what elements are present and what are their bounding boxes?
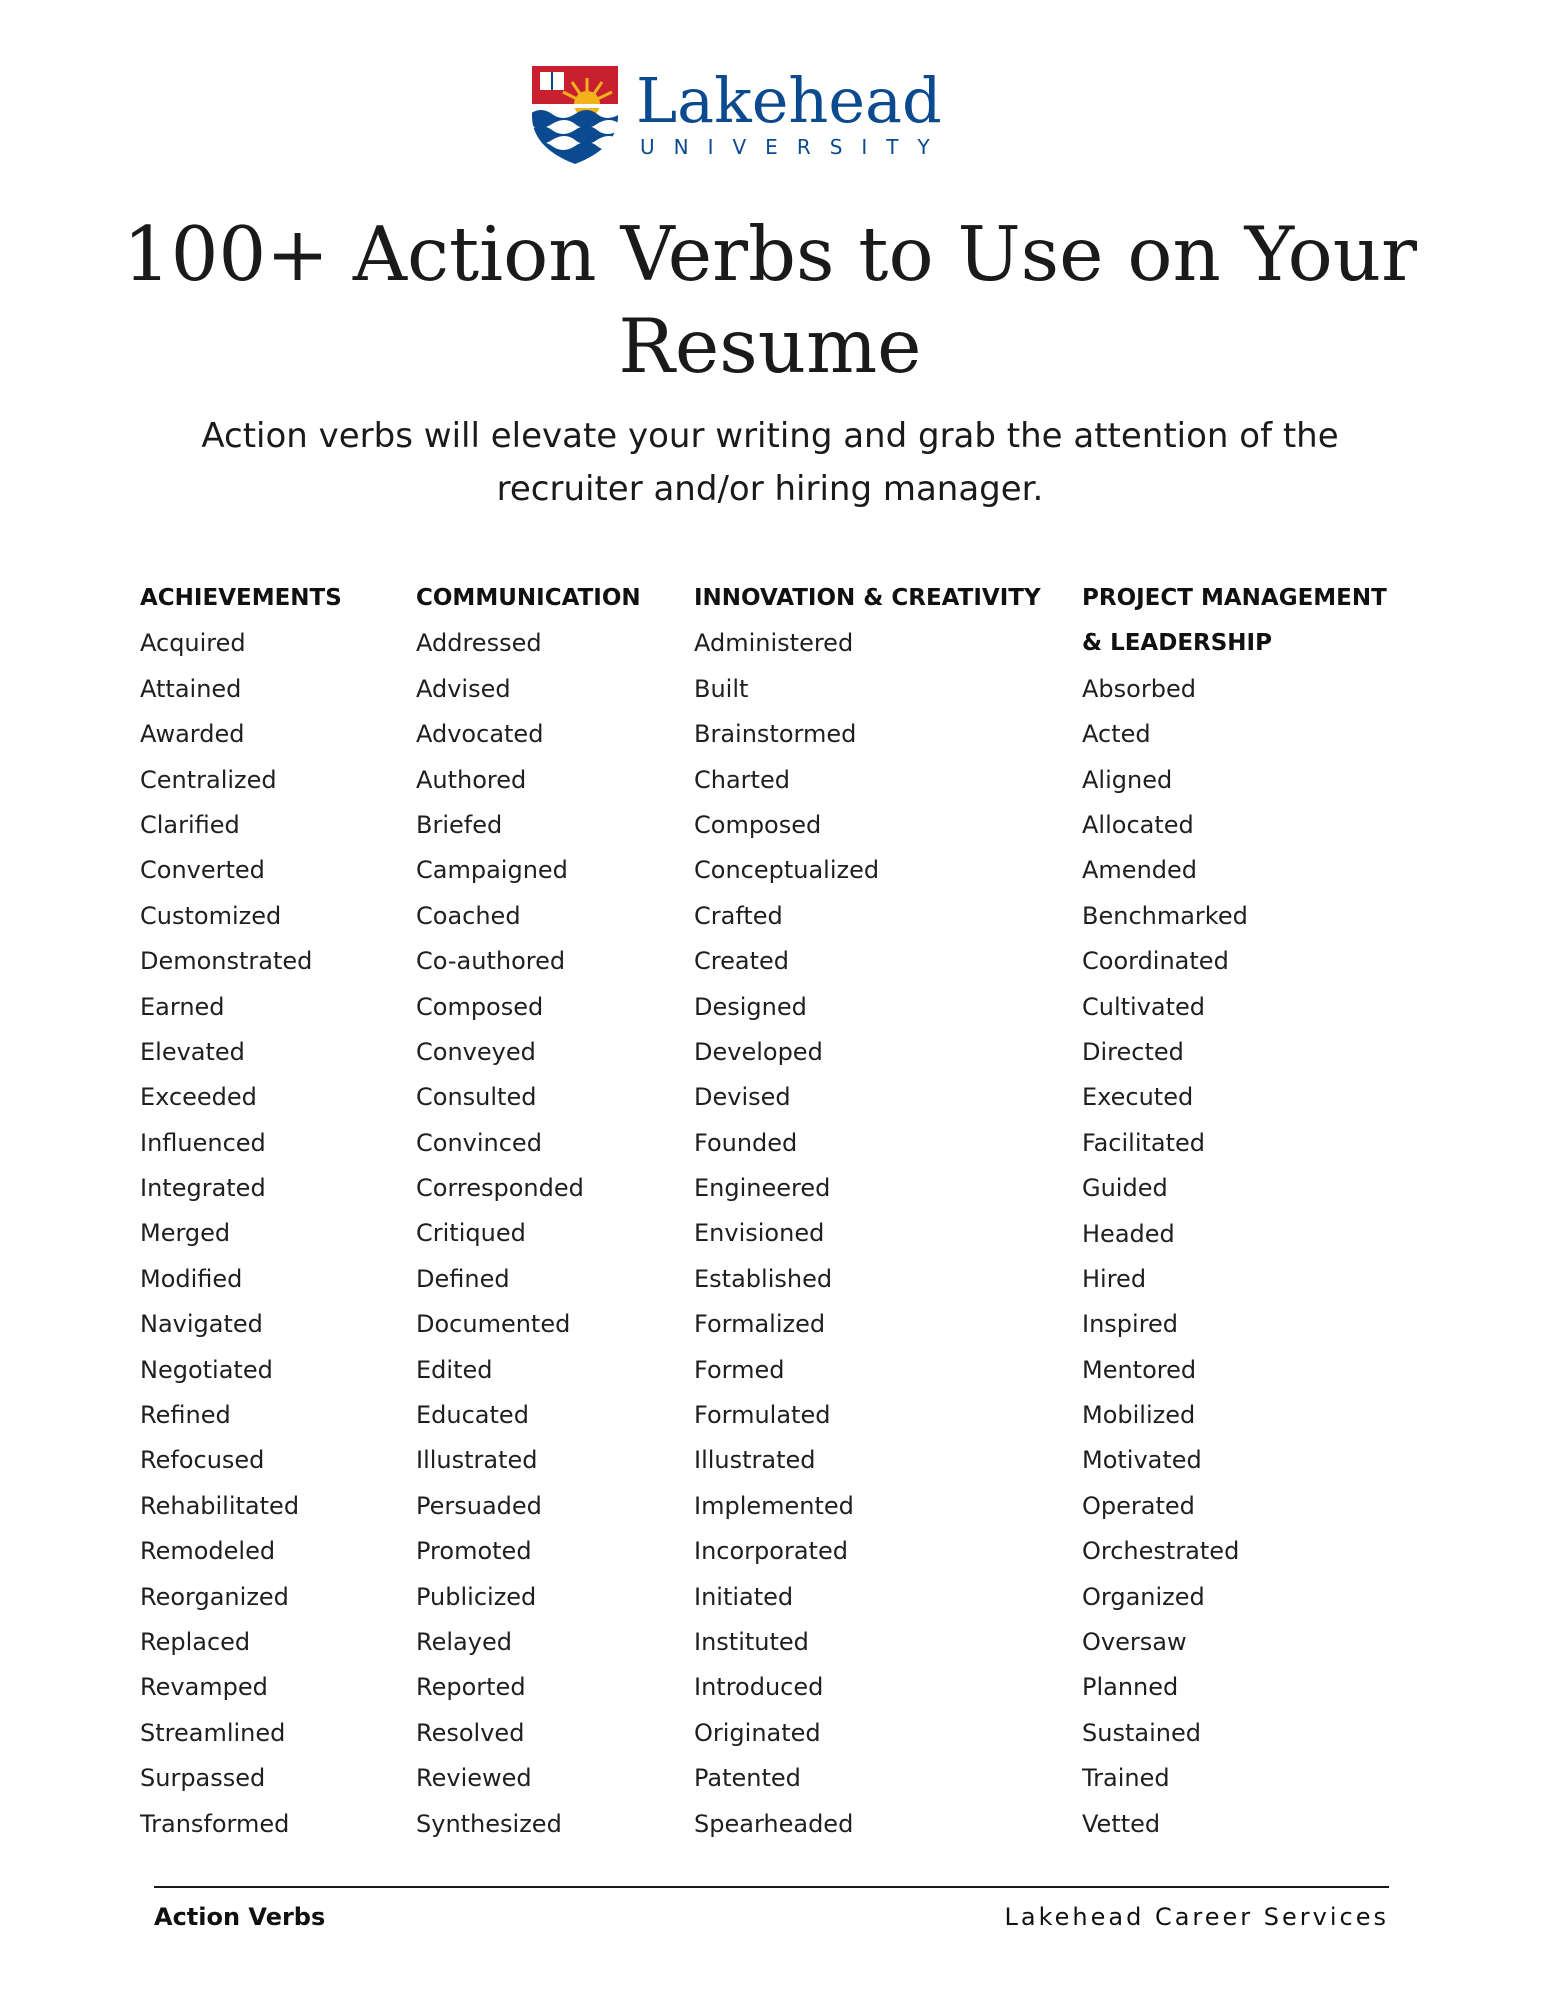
verb-item: Implemented (694, 1491, 854, 1520)
verb-item: Demonstrated (140, 947, 313, 976)
verb-item: Briefed (416, 810, 503, 839)
verb-item: Spearheaded (694, 1809, 854, 1838)
verb-item: Co-authored (416, 947, 566, 976)
verb-item: Synthesized (416, 1809, 562, 1838)
column-heading: COMMUNICATION (416, 585, 641, 611)
verb-item: Oversaw (1082, 1628, 1187, 1657)
project-management-leadership-column (1082, 576, 1412, 1847)
verb-item: Facilitated (1082, 1128, 1206, 1157)
verb-item: Streamlined (140, 1718, 286, 1747)
verb-item: Absorbed (1082, 674, 1196, 703)
verb-item: Transformed (140, 1809, 290, 1838)
verb-item: Cultivated (1082, 992, 1206, 1021)
verb-item: Planned (1082, 1673, 1179, 1702)
verb-item: Created (694, 947, 789, 976)
verb-item: Operated (1082, 1491, 1195, 1520)
verb-item: Negotiated (140, 1355, 273, 1384)
verb-item: Formalized (694, 1310, 826, 1339)
verb-item: Formulated (694, 1401, 831, 1430)
verb-item: Critiqued (416, 1219, 526, 1248)
verb-item: Originated (694, 1718, 821, 1747)
verb-item: Reported (416, 1673, 526, 1702)
verb-item: Initiated (694, 1582, 794, 1611)
footer-document-label: Action Verbs (154, 1903, 326, 1931)
verb-item: Orchestrated (1082, 1537, 1240, 1566)
verb-item: Founded (694, 1128, 798, 1157)
verb-item: Engineered (694, 1174, 831, 1203)
verb-item: Documented (416, 1310, 571, 1339)
verb-item: Sustained (1082, 1718, 1201, 1747)
verb-item: Built (694, 674, 749, 703)
verb-item: Elevated (140, 1037, 245, 1066)
innovation-creativity-column (694, 576, 1074, 1847)
verb-item: Publicized (416, 1582, 537, 1611)
verb-item: Authored (416, 765, 527, 794)
page-title: 100+ Action Verbs to Use on Your Resume (123, 210, 1417, 390)
verb-item: Surpassed (140, 1764, 266, 1793)
verb-item: Advocated (416, 720, 544, 749)
column-heading-line-2: & LEADERSHIP (1082, 630, 1272, 657)
verb-item: Brainstormed (694, 720, 857, 749)
verb-item: Refined (140, 1401, 231, 1430)
verb-item: Defined (416, 1264, 510, 1293)
verb-item: Devised (694, 1083, 791, 1112)
page-subtitle: Action verbs will elevate your writing and grab the attention of the recruiter and/or hiring manager. (201, 416, 1339, 509)
verb-item: Developed (694, 1037, 823, 1066)
verb-item: Incorporated (694, 1537, 848, 1566)
verb-item: Rehabilitated (140, 1491, 300, 1520)
verb-item: Awarded (140, 720, 245, 749)
verb-list (416, 621, 691, 1847)
verb-item: Executed (1082, 1083, 1194, 1112)
verb-item: Conceptualized (694, 856, 880, 885)
verb-list (1082, 667, 1412, 1847)
verb-item: Allocated (1082, 810, 1194, 839)
verb-item: Formed (694, 1355, 785, 1384)
column-heading: ACHIEVEMENTS (140, 585, 342, 611)
verb-item: Guided (1082, 1174, 1168, 1203)
logo-subtitle: UNIVERSITY (640, 135, 949, 159)
logo-wordmark: Lakehead (636, 64, 942, 137)
verb-item: Amended (1082, 856, 1198, 885)
achievements-column (140, 576, 410, 1847)
verb-item: Consulted (416, 1083, 537, 1112)
verb-item: Motivated (1082, 1446, 1202, 1475)
verb-item: Convinced (416, 1128, 542, 1157)
footer-divider (154, 1886, 1389, 1888)
verb-item: Crafted (694, 901, 783, 930)
verb-item: Modified (140, 1264, 243, 1293)
column-heading: INNOVATION & CREATIVITY (694, 585, 1041, 611)
verb-item: Navigated (140, 1310, 263, 1339)
verb-item: Advised (416, 674, 511, 703)
verb-item: Benchmarked (1082, 901, 1248, 930)
verb-item: Reviewed (416, 1764, 532, 1793)
verb-item: Reorganized (140, 1582, 289, 1611)
verb-item: Remodeled (140, 1537, 276, 1566)
verb-item: Composed (694, 810, 822, 839)
verb-item: Acquired (140, 629, 246, 658)
verb-item: Edited (416, 1355, 493, 1384)
verb-item: Instituted (694, 1628, 809, 1656)
verb-item: Corresponded (416, 1174, 584, 1203)
verb-item: Hired (1082, 1264, 1147, 1293)
verb-item: Coached (416, 901, 521, 930)
verb-item: Mentored (1082, 1355, 1197, 1384)
verb-item: Established (694, 1264, 833, 1293)
verb-item: Illustrated (416, 1446, 538, 1475)
verb-item: Converted (140, 856, 265, 885)
verb-item: Influenced (140, 1128, 266, 1157)
university-crest-icon (530, 64, 620, 164)
verb-item: Organized (1082, 1582, 1205, 1611)
footer-organization-label: Lakehead Career Services (1004, 1903, 1389, 1931)
verb-item: Replaced (140, 1628, 251, 1656)
verb-item: Resolved (416, 1718, 525, 1747)
verb-item: Headed (1082, 1219, 1175, 1248)
verb-item: Charted (694, 765, 790, 794)
verb-item: Refocused (140, 1446, 265, 1475)
verb-item: Conveyed (416, 1037, 536, 1066)
verb-item: Centralized (140, 765, 277, 794)
verb-item: Patented (694, 1764, 801, 1793)
verb-item: Mobilized (1082, 1401, 1196, 1430)
verb-list (140, 621, 410, 1847)
verb-item: Introduced (694, 1673, 824, 1702)
verb-item: Promoted (416, 1537, 532, 1566)
column-heading-line-1: PROJECT MANAGEMENT (1082, 585, 1387, 611)
verb-item: Integrated (140, 1174, 266, 1203)
verb-item: Educated (416, 1401, 529, 1430)
verb-item: Relayed (416, 1628, 512, 1656)
verb-item: Aligned (1082, 765, 1173, 794)
verb-item: Composed (416, 992, 544, 1021)
column-heading (1082, 576, 1412, 667)
verb-item: Vetted (1082, 1809, 1161, 1838)
verb-item: Customized (140, 901, 282, 930)
verb-item: Acted (1082, 720, 1151, 749)
verb-item: Illustrated (694, 1446, 816, 1475)
verb-item: Exceeded (140, 1083, 257, 1112)
verb-item: Designed (694, 992, 807, 1021)
verb-item: Addressed (416, 629, 542, 658)
verb-item: Earned (140, 992, 225, 1021)
verb-item: Revamped (140, 1673, 268, 1702)
lakehead-university-logo (530, 64, 970, 164)
verb-item: Inspired (1082, 1310, 1179, 1339)
verb-item: Persuaded (416, 1491, 542, 1520)
verb-list (694, 621, 1074, 1847)
verb-item: Merged (140, 1219, 231, 1248)
verb-item: Attained (140, 674, 242, 703)
verb-item: Directed (1082, 1037, 1184, 1066)
verb-item: Envisioned (694, 1219, 825, 1248)
verb-item: Campaigned (416, 856, 568, 885)
verb-item: Trained (1082, 1764, 1170, 1793)
communication-column (416, 576, 691, 1847)
verb-item: Coordinated (1082, 947, 1229, 976)
verb-item: Clarified (140, 810, 240, 839)
verb-item: Administered (694, 629, 854, 658)
